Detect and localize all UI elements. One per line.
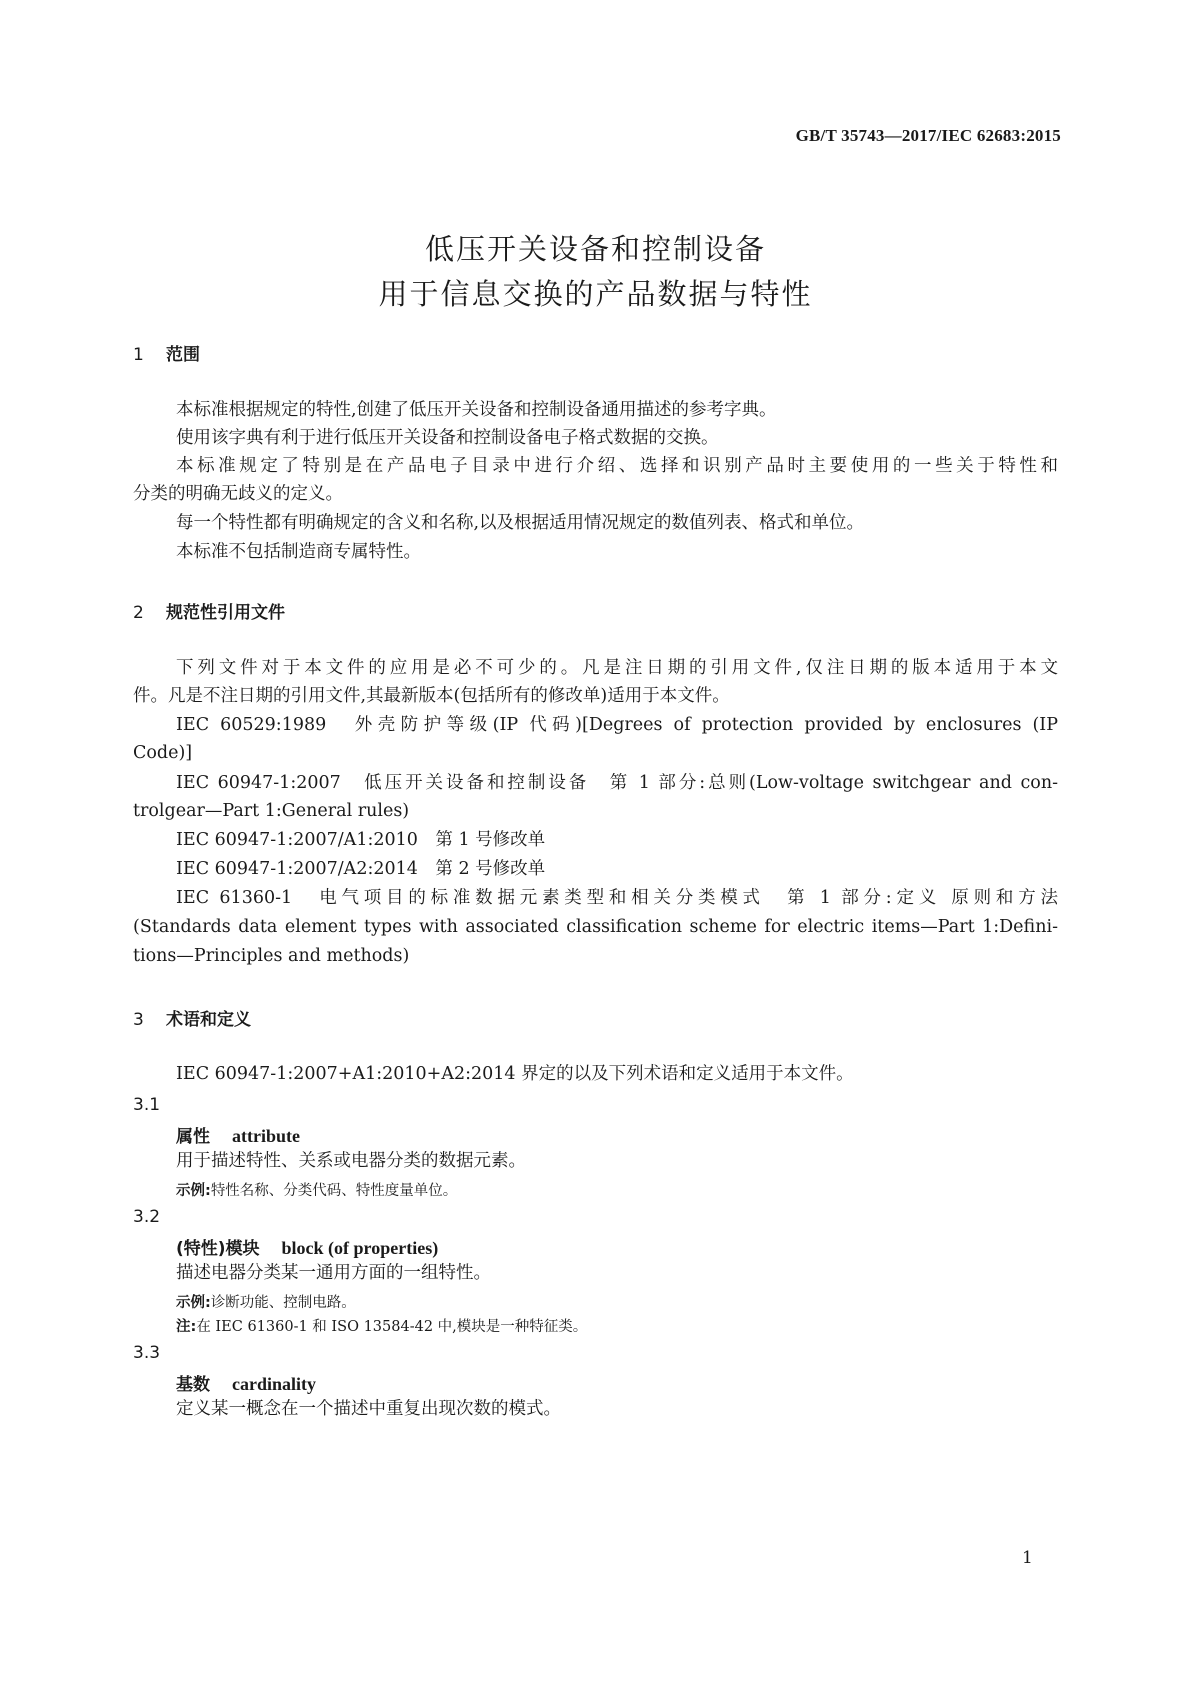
paragraph-continuation: 件。凡是不注日期的引用文件,其最新版本(包括所有的修改单)适用于本文件。 <box>133 686 730 706</box>
term-example <box>176 1291 356 1312</box>
paragraph: 本标准不包括制造商专属特性。 <box>176 542 421 562</box>
term-note <box>176 1315 587 1336</box>
section-3-heading <box>133 1005 251 1030</box>
note-label: 注: <box>176 1319 197 1335</box>
section-title: 规范性引用文件 <box>166 603 285 623</box>
reference-item: IEC 60947-1:2007/A1:2010 第 1 号修改单 <box>176 830 546 850</box>
example-label: 示例: <box>176 1295 211 1311</box>
section-title: 范围 <box>166 345 200 365</box>
term-en: attribute <box>232 1126 300 1146</box>
reference-item-continuation: trolgear—Part 1:General rules) <box>133 801 410 821</box>
paragraph: 下列文件对于本文件的应用是必不可少的。凡是注日期的引用文件,仅注日期的版本适用于本文 <box>176 658 1058 678</box>
document-title-line-1: 低压开关设备和控制设备 <box>424 232 766 266</box>
paragraph-continuation: 分类的明确无歧义的定义。 <box>133 484 343 504</box>
section-1-heading <box>133 340 200 365</box>
document-code: GB/T 35743—2017/IEC 62683:2015 <box>795 126 1061 145</box>
section-number: 2 <box>133 603 144 623</box>
section-title: 术语和定义 <box>166 1010 251 1030</box>
reference-item-continuation: (Standards data element types with associated classification scheme for electric items—Part 1:Defini- <box>133 917 1058 937</box>
reference-item: IEC 60529:1989 外壳防护等级(IP 代码)[Degrees of protection provided by enclosures (IP <box>176 715 1058 735</box>
term-heading <box>176 1234 438 1259</box>
paragraph: IEC 60947-1:2007+A1:2010+A2:2014 界定的以及下列术语和定义适用于本文件。 <box>176 1064 854 1084</box>
term-example <box>176 1179 457 1200</box>
term-definition: 定义某一概念在一个描述中重复出现次数的模式。 <box>176 1399 561 1419</box>
term-zh: 属性 <box>176 1127 210 1147</box>
paragraph: 本标准规定了特别是在产品电子目录中进行介绍、选择和识别产品时主要使用的一些关于特性和 <box>176 456 1058 476</box>
term-number: 3.1 <box>133 1095 161 1115</box>
note-text: 在 IEC 61360-1 和 ISO 13584-42 中,模块是一种特征类。 <box>196 1319 588 1335</box>
term-definition: 用于描述特性、关系或电器分类的数据元素。 <box>176 1151 526 1171</box>
term-en: cardinality <box>232 1374 316 1394</box>
term-zh: 基数 <box>176 1375 210 1395</box>
term-number: 3.3 <box>133 1343 161 1363</box>
example-text: 特性名称、分类代码、特性度量单位。 <box>210 1183 458 1199</box>
section-number: 3 <box>133 1010 144 1030</box>
term-number: 3.2 <box>133 1207 161 1227</box>
example-label: 示例: <box>176 1183 211 1199</box>
reference-item-continuation: tions—Principles and methods) <box>133 946 410 966</box>
term-definition: 描述电器分类某一通用方面的一组特性。 <box>176 1263 491 1283</box>
page-number: 1 <box>1022 1548 1033 1568</box>
term-heading <box>176 1122 300 1147</box>
section-2-heading <box>133 598 285 623</box>
term-en: block (of properties) <box>281 1238 439 1258</box>
term-zh: (特性)模块 <box>176 1239 260 1259</box>
reference-item-continuation: Code)] <box>133 743 193 763</box>
paragraph: 使用该字典有利于进行低压开关设备和控制设备电子格式数据的交换。 <box>176 428 719 448</box>
section-number: 1 <box>133 345 144 365</box>
document-title-line-2: 用于信息交换的产品数据与特性 <box>378 277 813 311</box>
paragraph: 每一个特性都有明确规定的含义和名称,以及根据适用情况规定的数值列表、格式和单位。 <box>176 513 865 533</box>
example-text: 诊断功能、控制电路。 <box>210 1295 356 1311</box>
reference-item: IEC 60947-1:2007/A2:2014 第 2 号修改单 <box>176 859 546 879</box>
term-heading <box>176 1370 316 1395</box>
reference-item: IEC 60947-1:2007 低压开关设备和控制设备 第 1 部分:总则(Low-voltage switchgear and con- <box>176 773 1058 793</box>
reference-item: IEC 61360-1 电气项目的标准数据元素类型和相关分类模式 第 1 部分:定义 原则和方法 <box>176 888 1058 908</box>
paragraph: 本标准根据规定的特性,创建了低压开关设备和控制设备通用描述的参考字典。 <box>176 400 777 420</box>
